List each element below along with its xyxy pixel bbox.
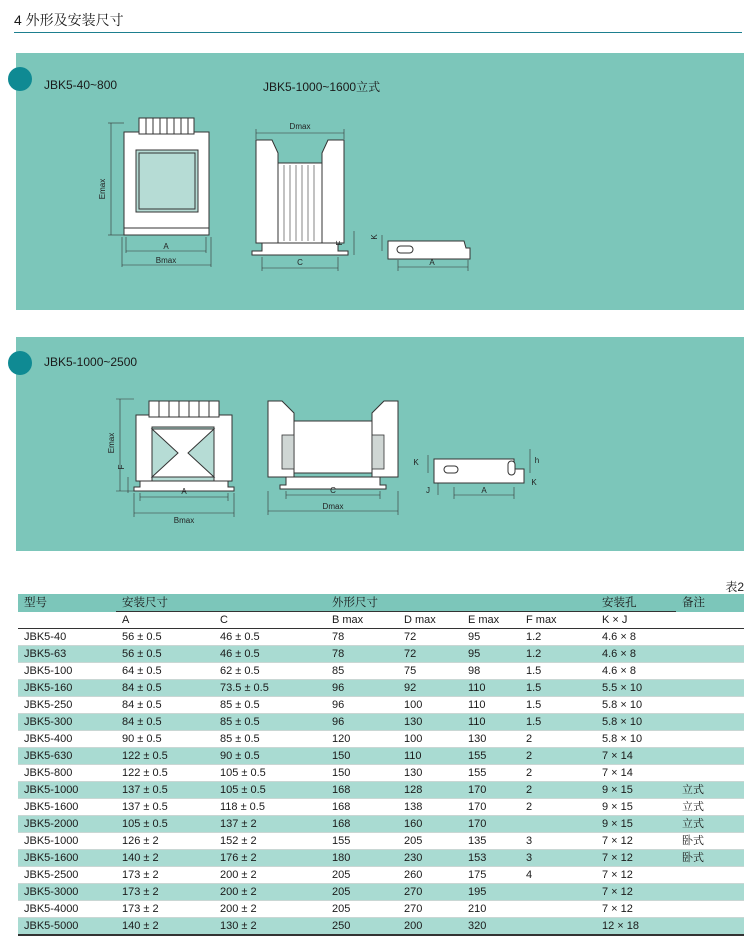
table-body [18, 629, 744, 936]
table-row [18, 833, 744, 850]
dim-dmax: Dmax [289, 122, 311, 131]
table-cell: 173 ± 2 [116, 867, 214, 884]
table-row [18, 748, 744, 765]
table-cell: JBK5-800 [18, 765, 116, 782]
dim-c: C [330, 486, 336, 495]
table-cell: 72 [398, 646, 462, 663]
dim-h: h [534, 456, 540, 465]
subheader-cell [18, 612, 116, 629]
table-cell: 2 [520, 765, 596, 782]
table-cell: 2 [520, 748, 596, 765]
section-title: 4 外形及安装尺寸 [14, 12, 124, 28]
table-cell: 120 [326, 731, 398, 748]
table-row [18, 799, 744, 816]
transformer-drawing-small [16, 53, 744, 310]
table-cell [676, 697, 744, 714]
header-mounting-hole: 安装孔 [596, 594, 676, 612]
table-cell: 3 [520, 850, 596, 867]
table-cell: JBK5-630 [18, 748, 116, 765]
model-label-40-800: JBK5-40~800 [44, 78, 118, 92]
dim-emax: Emax [98, 178, 107, 200]
table-cell: 320 [462, 918, 520, 936]
table-row [18, 901, 744, 918]
left-bracket [256, 140, 278, 243]
table-cell: 72 [398, 629, 462, 646]
table-cell: 205 [326, 901, 398, 918]
table-row [18, 918, 744, 936]
table-cell [520, 884, 596, 901]
coil-window [136, 150, 198, 212]
header-outline-size: 外形尺寸 [326, 594, 596, 612]
table-cell: 176 ± 2 [214, 850, 326, 867]
table-cell: 200 [398, 918, 462, 936]
table-cell: 56 ± 0.5 [116, 629, 214, 646]
table-cell: 230 [398, 850, 462, 867]
table-row [18, 714, 744, 731]
table-cell: JBK5-160 [18, 680, 116, 697]
table-cell: 4.6 × 8 [596, 646, 676, 663]
table-cell: 立式 [676, 782, 744, 799]
table-cell: 64 ± 0.5 [116, 663, 214, 680]
table-cell: 56 ± 0.5 [116, 646, 214, 663]
dim-a-detail: A [429, 258, 435, 267]
table-cell: 168 [326, 816, 398, 833]
table-cell: 168 [326, 799, 398, 816]
table-cell: 205 [326, 867, 398, 884]
table-cell: 250 [326, 918, 398, 936]
table-cell: 173 ± 2 [116, 901, 214, 918]
table-cell: 130 [398, 765, 462, 782]
table-row [18, 850, 744, 867]
table-cell: 85 ± 0.5 [214, 731, 326, 748]
table-cell: 7 × 14 [596, 765, 676, 782]
table-cell: 137 ± 2 [214, 816, 326, 833]
table-cell: 200 ± 2 [214, 867, 326, 884]
table-cell: 5.8 × 10 [596, 697, 676, 714]
table-cell: 122 ± 0.5 [116, 765, 214, 782]
subheader-cell: F max [520, 612, 596, 629]
table-cell: 卧式 [676, 833, 744, 850]
subheader-cell: B max [326, 612, 398, 629]
table-cell: 205 [326, 884, 398, 901]
table-cell: 155 [326, 833, 398, 850]
table-cell: 84 ± 0.5 [116, 714, 214, 731]
mounting-slot [444, 466, 458, 473]
title-divider [14, 32, 742, 33]
table-cell: 73.5 ± 0.5 [214, 680, 326, 697]
table-row [18, 731, 744, 748]
mounting-slot [397, 246, 413, 253]
table-cell: 270 [398, 884, 462, 901]
dim-f: F [117, 464, 126, 470]
subheader-cell: D max [398, 612, 462, 629]
table-cell: 118 ± 0.5 [214, 799, 326, 816]
table-cell: JBK5-1600 [18, 799, 116, 816]
table-cell: 5.8 × 10 [596, 714, 676, 731]
table-cell [676, 765, 744, 782]
transformer-drawing-large [16, 337, 744, 551]
table-cell: 7 × 14 [596, 748, 676, 765]
table-cell: JBK5-63 [18, 646, 116, 663]
table-cell: 立式 [676, 799, 744, 816]
dim-a-detail: A [481, 486, 487, 495]
subheader-cell: K × J [596, 612, 676, 629]
table-cell: 2 [520, 782, 596, 799]
table-cell: 12 × 18 [596, 918, 676, 936]
table-cell: 62 ± 0.5 [214, 663, 326, 680]
table-cell: 150 [326, 765, 398, 782]
table-cell: 95 [462, 629, 520, 646]
table-cell: 85 ± 0.5 [214, 714, 326, 731]
table-cell: 195 [462, 884, 520, 901]
table-cell: 130 ± 2 [214, 918, 326, 936]
dim-emax: Emax [107, 432, 116, 454]
table-cell: 180 [326, 850, 398, 867]
table-cell: 105 ± 0.5 [214, 782, 326, 799]
table-cell: 1.5 [520, 680, 596, 697]
dim-k: K [370, 234, 379, 240]
table-cell: 4.6 × 8 [596, 663, 676, 680]
model-label-1000-1600-vertical: JBK5-1000~1600立式 [263, 80, 381, 94]
table-cell: 110 [462, 714, 520, 731]
table-cell: 96 [326, 714, 398, 731]
table-cell: 140 ± 2 [116, 850, 214, 867]
table-cell: 7 × 12 [596, 833, 676, 850]
table-cell: JBK5-100 [18, 663, 116, 680]
table-cell: 128 [398, 782, 462, 799]
table-cell: 1.2 [520, 629, 596, 646]
table-cell [520, 918, 596, 936]
table-cell: 98 [462, 663, 520, 680]
table-cell [676, 663, 744, 680]
table-cell: 138 [398, 799, 462, 816]
table-cell: 135 [462, 833, 520, 850]
table-row [18, 663, 744, 680]
table-cell: JBK5-3000 [18, 884, 116, 901]
table-cell: 130 [462, 731, 520, 748]
header-mounting-size: 安装尺寸 [116, 594, 326, 612]
table-cell: JBK5-300 [18, 714, 116, 731]
core-stack [294, 421, 372, 473]
dim-k: K [413, 458, 419, 467]
table-cell: 173 ± 2 [116, 884, 214, 901]
table-cell: 137 ± 0.5 [116, 799, 214, 816]
header-remarks: 备注 [676, 594, 744, 612]
table-cell: JBK5-250 [18, 697, 116, 714]
drawing-panel-1 [16, 53, 744, 310]
table-row [18, 697, 744, 714]
table-cell: 95 [462, 646, 520, 663]
table-cell: 9 × 15 [596, 799, 676, 816]
table-cell: 78 [326, 629, 398, 646]
table-cell [676, 646, 744, 663]
table-cell: 85 ± 0.5 [214, 697, 326, 714]
table-row [18, 680, 744, 697]
dim-dmax: Dmax [322, 502, 344, 511]
table-cell: 4 [520, 867, 596, 884]
table-cell: 260 [398, 867, 462, 884]
header-model: 型号 [18, 594, 116, 612]
table-header-group-row [18, 594, 744, 612]
table-cell: 210 [462, 901, 520, 918]
table-cell: 270 [398, 901, 462, 918]
table-cell [676, 748, 744, 765]
table-cell [676, 918, 744, 936]
dim-c: C [297, 258, 303, 267]
dim-j: J [426, 486, 430, 495]
table-cell: 155 [462, 748, 520, 765]
dim-f: F [335, 240, 344, 246]
table-cell: 110 [398, 748, 462, 765]
table-cell [676, 629, 744, 646]
table-cell [520, 816, 596, 833]
table-cell: 85 [326, 663, 398, 680]
table-cell: 7 × 12 [596, 884, 676, 901]
table-cell: JBK5-40 [18, 629, 116, 646]
terminal-block [139, 118, 194, 134]
table-cell: JBK5-4000 [18, 901, 116, 918]
subheader-cell [676, 612, 744, 629]
table-cell: 84 ± 0.5 [116, 680, 214, 697]
mounting-slot-vertical [508, 461, 515, 475]
table-cell [676, 867, 744, 884]
table-row [18, 782, 744, 799]
table-cell: 46 ± 0.5 [214, 646, 326, 663]
table-cell [676, 714, 744, 731]
table-cell: JBK5-2500 [18, 867, 116, 884]
table-cell: 122 ± 0.5 [116, 748, 214, 765]
table-cell: 1.5 [520, 663, 596, 680]
table-cell: 4.6 × 8 [596, 629, 676, 646]
subheader-cell: A [116, 612, 214, 629]
table-cell: 78 [326, 646, 398, 663]
table-cell: 7 × 12 [596, 901, 676, 918]
table-cell: 105 ± 0.5 [116, 816, 214, 833]
table-cell: 170 [462, 799, 520, 816]
table-cell [676, 731, 744, 748]
table-cell: 100 [398, 697, 462, 714]
table-cell: 200 ± 2 [214, 884, 326, 901]
dim-a: A [163, 242, 169, 251]
table-row [18, 867, 744, 884]
model-label-1000-2500: JBK5-1000~2500 [44, 355, 138, 369]
table-cell: 126 ± 2 [116, 833, 214, 850]
table-cell: 168 [326, 782, 398, 799]
table-cell: 160 [398, 816, 462, 833]
table-cell: JBK5-5000 [18, 918, 116, 936]
table-cell: 5.8 × 10 [596, 731, 676, 748]
table-cell: 84 ± 0.5 [116, 697, 214, 714]
table-cell: 150 [326, 748, 398, 765]
terminal-block [149, 401, 219, 417]
dim-bmax: Bmax [155, 256, 177, 265]
table-cell: 3 [520, 833, 596, 850]
table-caption: 表2 [725, 580, 744, 594]
table-cell: 7 × 12 [596, 867, 676, 884]
table-cell: 立式 [676, 816, 744, 833]
table-cell: 105 ± 0.5 [214, 765, 326, 782]
table-cell: 152 ± 2 [214, 833, 326, 850]
table-cell: 205 [398, 833, 462, 850]
table-cell: 96 [326, 680, 398, 697]
table-cell: 110 [462, 697, 520, 714]
subheader-cell: C [214, 612, 326, 629]
table-cell: 7 × 12 [596, 850, 676, 867]
right-bracket [322, 140, 344, 246]
table-cell: 170 [462, 782, 520, 799]
table-row [18, 646, 744, 663]
table-cell: 9 × 15 [596, 782, 676, 799]
table-cell: JBK5-1000 [18, 782, 116, 799]
core-stack [278, 163, 322, 243]
table-cell: 75 [398, 663, 462, 680]
table-cell: 137 ± 0.5 [116, 782, 214, 799]
subheader-cell: E max [462, 612, 520, 629]
table-cell: 130 [398, 714, 462, 731]
table-cell: 5.5 × 10 [596, 680, 676, 697]
table-cell [676, 680, 744, 697]
table-cell: JBK5-400 [18, 731, 116, 748]
table-cell: 110 [462, 680, 520, 697]
table-cell: 1.2 [520, 646, 596, 663]
table-cell: 卧式 [676, 850, 744, 867]
table-cell: 200 ± 2 [214, 901, 326, 918]
table-cell: 9 × 15 [596, 816, 676, 833]
table-cell: 90 ± 0.5 [214, 748, 326, 765]
table-cell [520, 901, 596, 918]
table-cell: 155 [462, 765, 520, 782]
table-cell: 1.5 [520, 714, 596, 731]
table-cell: 100 [398, 731, 462, 748]
table-cell [676, 884, 744, 901]
dim-bmax: Bmax [173, 516, 195, 525]
dim-k-side: K [531, 478, 537, 487]
table-cell [676, 901, 744, 918]
table-cell: JBK5-2000 [18, 816, 116, 833]
table-row [18, 816, 744, 833]
table-cell: 140 ± 2 [116, 918, 214, 936]
mounting-foot [124, 228, 209, 235]
table-cell: 46 ± 0.5 [214, 629, 326, 646]
dimension-table [18, 594, 744, 936]
table-row [18, 884, 744, 901]
table-cell: 175 [462, 867, 520, 884]
table-cell: JBK5-1600 [18, 850, 116, 867]
table-cell: 92 [398, 680, 462, 697]
table-header-row [18, 612, 744, 629]
table-cell: 90 ± 0.5 [116, 731, 214, 748]
table-row [18, 629, 744, 646]
table-cell: 1.5 [520, 697, 596, 714]
table-cell: 2 [520, 731, 596, 748]
dim-a: A [181, 487, 187, 496]
base-plate [252, 243, 348, 255]
table-cell: 170 [462, 816, 520, 833]
drawing-panel-2 [16, 337, 744, 551]
table-cell: 153 [462, 850, 520, 867]
table-cell: JBK5-1000 [18, 833, 116, 850]
table-cell: 96 [326, 697, 398, 714]
table-row [18, 765, 744, 782]
table-cell: 2 [520, 799, 596, 816]
